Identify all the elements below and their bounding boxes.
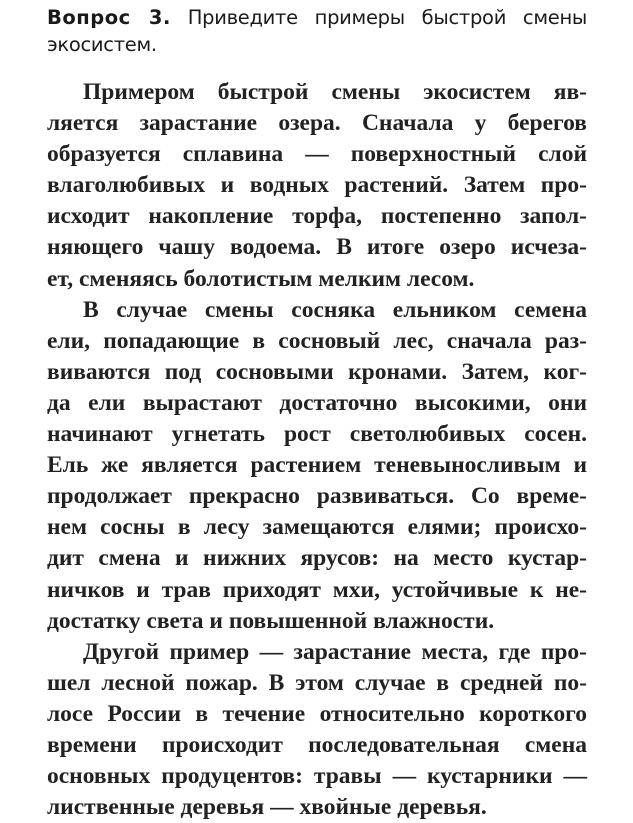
text-line: достатку света и повышенной влажности. [47, 607, 495, 634]
text-line: образуется сплавина — поверхностный слой [47, 141, 587, 168]
text-line: начинают угнетать рост светолюбивых сосен. [47, 421, 587, 448]
question-line-1 [47, 4, 587, 31]
text-line: основных продуцентов: травы — кустарники — [47, 763, 587, 790]
text-line: Другой пример — зарастание места, где про- [83, 638, 587, 665]
text-line: ничков и трав приходят мхи, устойчивые к не- [47, 576, 587, 603]
text-line: влаголюбивых и водных растений. Затем про- [47, 172, 587, 199]
answer-paragraph-3 [47, 637, 587, 823]
textbook-page [47, 0, 587, 823]
question-text: Приведите примеры быстрой смены [170, 6, 588, 29]
text-line: Ель же является растением теневыносливым и [47, 452, 587, 479]
question-block [47, 4, 587, 58]
text-line: ет, сменяясь болотистым мелким лесом. [47, 265, 475, 292]
text-line: Примером быстрой смены экосистем яв- [83, 79, 587, 105]
text-line: ели, попадающие в сосновый лес, сначала раз- [47, 327, 587, 354]
text-line: дит смена и нижних ярусов: на место кустар- [47, 545, 587, 572]
answer-paragraph-2 [47, 295, 587, 637]
text-line: продолжает прекрасно развиваться. Со време- [47, 483, 587, 510]
text-line: няющего чашу водоема. В итоге озеро исчеза- [47, 234, 587, 261]
text-line: времени происходит последовательная смена [47, 731, 587, 758]
text-line: исходит накопление торфа, постепенно запол- [47, 203, 587, 230]
text-line: нем сосны в лесу замещаются елями; происхо- [47, 514, 587, 541]
question-label: Вопрос 3. [47, 6, 171, 29]
question-line-2: экосистем. [47, 33, 157, 56]
text-line: лосе России в течение относительно короткого [47, 700, 587, 727]
answer-paragraph-1 [47, 77, 587, 295]
text-line: шел лесной пожар. В этом случае в средней по- [47, 669, 587, 696]
answer-block [47, 77, 587, 823]
text-line: ляется зарастание озера. Сначала у берегов [47, 110, 587, 137]
text-line: да ели вырастают достаточно высокими, они [47, 389, 587, 416]
text-line: В случае смены сосняка ельником семена [83, 296, 587, 323]
text-line: лиственные деревья — хвойные деревья. [47, 794, 487, 821]
text-line: виваются под сосновыми кронами. Затем, ког- [47, 358, 587, 385]
